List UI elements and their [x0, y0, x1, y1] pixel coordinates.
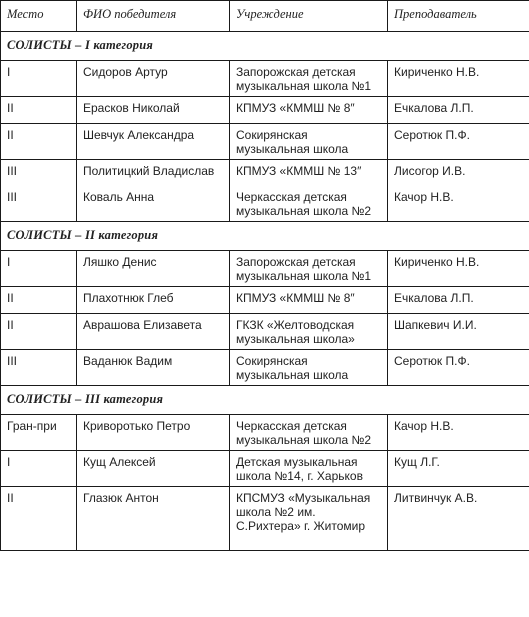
institution-cell: КПСМУЗ «Музыкальная школа №2 им. С.Рихтера» г. Житомир	[230, 487, 388, 551]
header-institution: Учреждение	[230, 1, 388, 32]
table-row	[1, 251, 529, 287]
name-cell: Ваданюк Вадим	[77, 350, 230, 386]
institution-cell: Детская музыкальная школа №14, г. Харьков	[230, 451, 388, 487]
section-header	[1, 32, 529, 61]
place-cell: II	[1, 97, 77, 124]
section-header	[1, 386, 529, 415]
header-place: Место	[1, 1, 77, 32]
name-cell: Плахотнюк Глеб	[77, 287, 230, 314]
table-row	[1, 451, 529, 487]
institution-cell: ГКЗК «Желтоводская музыкальная школа»	[230, 314, 388, 350]
section-title: СОЛИСТЫ – I категория	[1, 32, 529, 61]
name-cell: Глазюк Антон	[77, 487, 230, 551]
institution-cell: Сокирянская музыкальная школа	[230, 124, 388, 160]
place-cell: I	[1, 451, 77, 487]
table-row	[1, 160, 529, 187]
table-row	[1, 487, 529, 551]
table-row	[1, 61, 529, 97]
teacher-cell: Серотюк П.Ф.	[388, 124, 529, 160]
teacher-cell: Качор Н.В.	[388, 186, 529, 222]
table-row	[1, 97, 529, 124]
section-title: СОЛИСТЫ – III категория	[1, 386, 529, 415]
institution-cell: Черкасская детская музыкальная школа №2	[230, 186, 388, 222]
institution-cell: КПМУЗ «КММШ № 8″	[230, 287, 388, 314]
place-cell: III	[1, 160, 77, 187]
name-cell: Аврашова Елизавета	[77, 314, 230, 350]
teacher-cell: Кириченко Н.В.	[388, 251, 529, 287]
teacher-cell: Серотюк П.Ф.	[388, 350, 529, 386]
institution-cell: КПМУЗ «КММШ № 13″	[230, 160, 388, 187]
table-row	[1, 287, 529, 314]
teacher-cell: Шапкевич И.И.	[388, 314, 529, 350]
table-row	[1, 186, 529, 222]
table-row	[1, 314, 529, 350]
place-cell: III	[1, 350, 77, 386]
name-cell: Сидоров Артур	[77, 61, 230, 97]
institution-cell: КПМУЗ «КММШ № 8″	[230, 97, 388, 124]
place-cell: II	[1, 287, 77, 314]
institution-cell: Запорожская детская музыкальная школа №1	[230, 61, 388, 97]
institution-cell: Запорожская детская музыкальная школа №1	[230, 251, 388, 287]
institution-cell: Сокирянская музыкальная школа	[230, 350, 388, 386]
place-cell: II	[1, 314, 77, 350]
table-row	[1, 350, 529, 386]
place-cell: III	[1, 186, 77, 222]
name-cell: Коваль Анна	[77, 186, 230, 222]
table-row	[1, 415, 529, 451]
name-cell: Криворотько Петро	[77, 415, 230, 451]
place-cell: Гран-при	[1, 415, 77, 451]
teacher-cell: Ечкалова Л.П.	[388, 287, 529, 314]
name-cell: Ляшко Денис	[77, 251, 230, 287]
name-cell: Политицкий Владислав	[77, 160, 230, 187]
place-cell: I	[1, 61, 77, 97]
header-name: ФИО победителя	[77, 1, 230, 32]
teacher-cell: Кущ Л.Г.	[388, 451, 529, 487]
place-cell: I	[1, 251, 77, 287]
section-header	[1, 222, 529, 251]
place-cell: II	[1, 487, 77, 551]
name-cell: Шевчук Александра	[77, 124, 230, 160]
teacher-cell: Качор Н.В.	[388, 415, 529, 451]
teacher-cell: Лисогор И.В.	[388, 160, 529, 187]
section-title: СОЛИСТЫ – II категория	[1, 222, 529, 251]
name-cell: Ерасков Николай	[77, 97, 230, 124]
teacher-cell: Кириченко Н.В.	[388, 61, 529, 97]
name-cell: Кущ Алексей	[77, 451, 230, 487]
place-cell: II	[1, 124, 77, 160]
header-teacher: Преподаватель	[388, 1, 529, 32]
header-row	[1, 1, 529, 32]
teacher-cell: Литвинчук А.В.	[388, 487, 529, 551]
institution-cell: Черкасская детская музыкальная школа №2	[230, 415, 388, 451]
teacher-cell: Ечкалова Л.П.	[388, 97, 529, 124]
table-row	[1, 124, 529, 160]
